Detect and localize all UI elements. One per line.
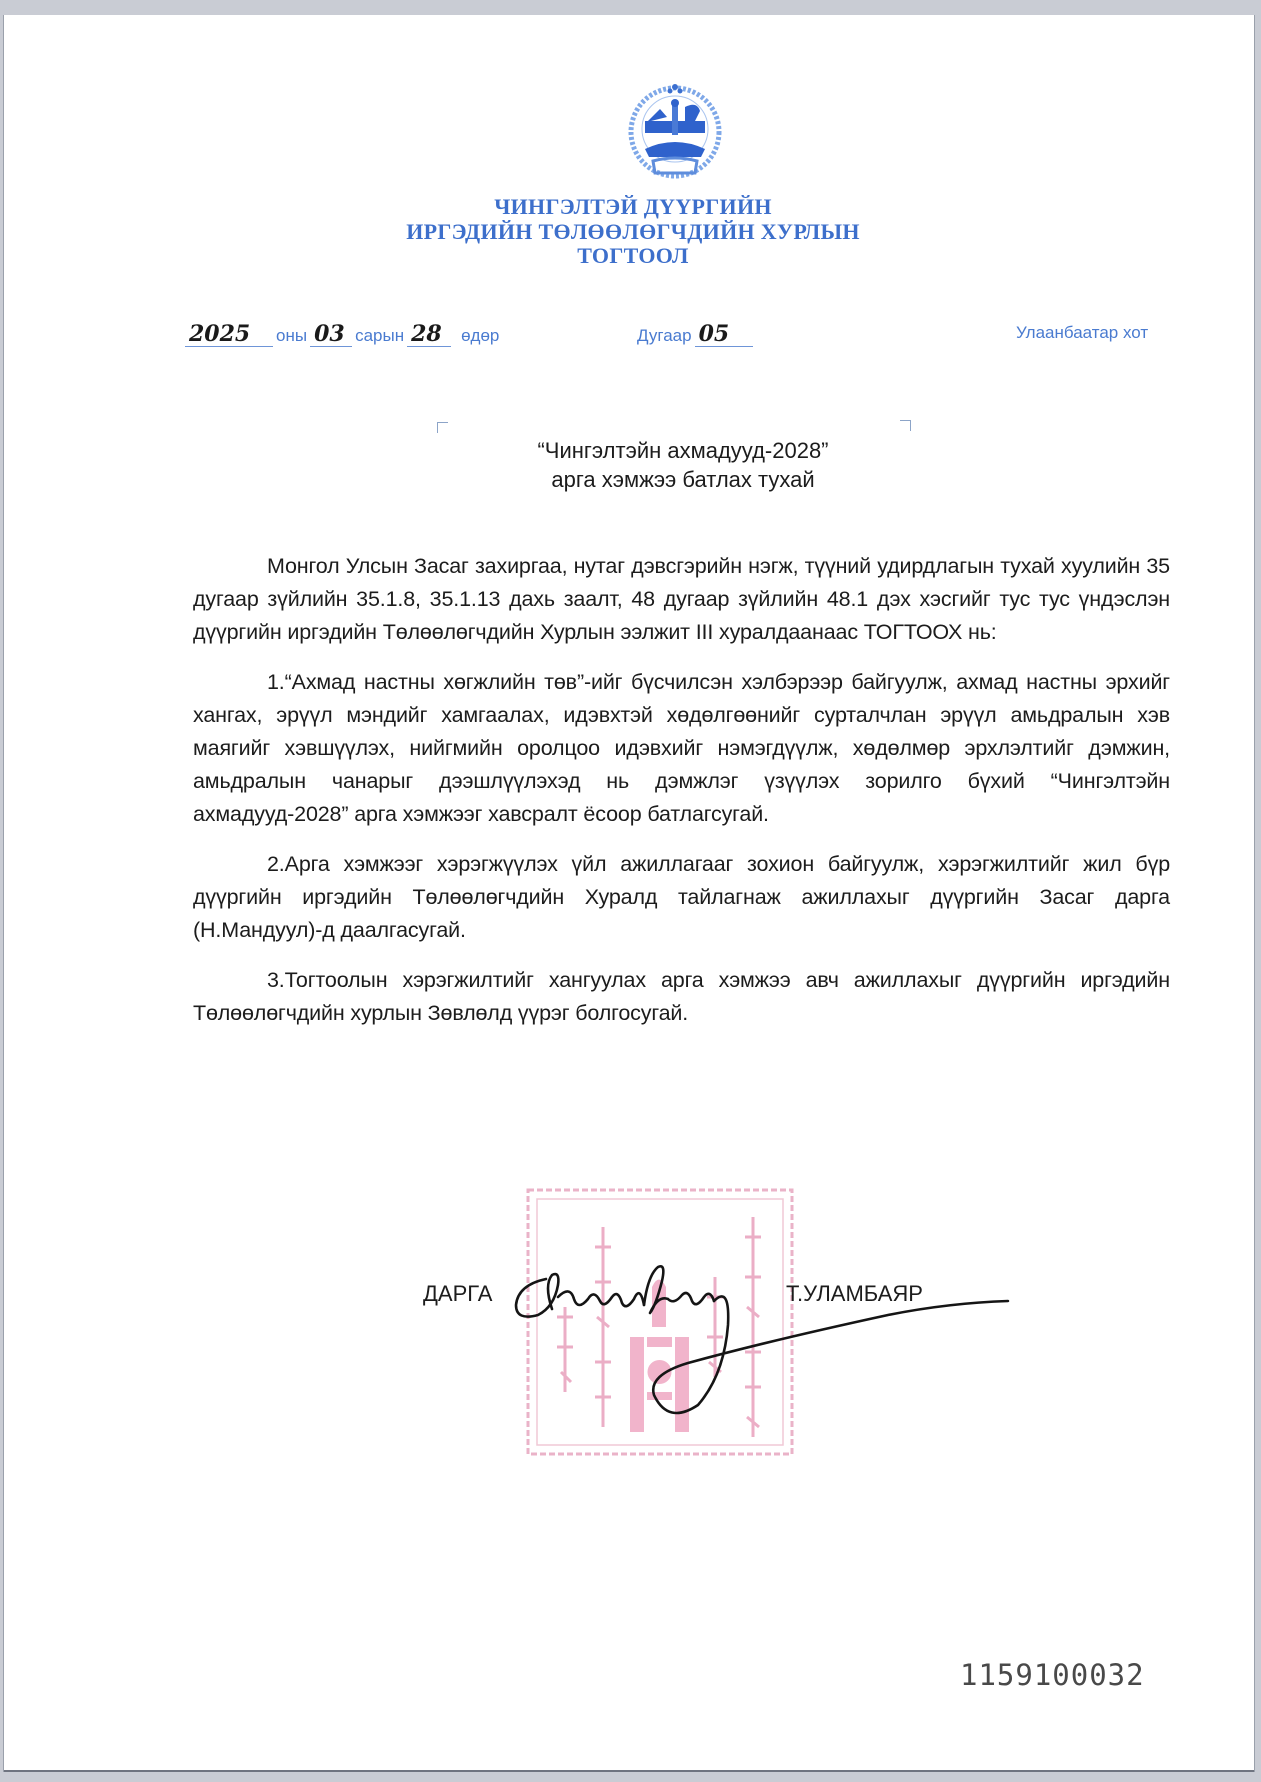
title-line-2: арга хэмжээ батлах тухай bbox=[551, 467, 815, 492]
letterhead-org bbox=[333, 195, 933, 269]
org-line-1: ЧИНГЭЛТЭЙ ДҮҮРГИЙН bbox=[494, 194, 772, 219]
org-line-3: ТОГТООЛ bbox=[577, 243, 689, 268]
signatory-name: Т.УЛАМБАЯР bbox=[786, 1281, 923, 1306]
year-value: 2025 bbox=[185, 322, 273, 347]
number-value: 05 bbox=[695, 322, 753, 347]
day-value: 28 bbox=[407, 322, 451, 347]
title-corner-right bbox=[900, 420, 911, 431]
number-label: Дугаар bbox=[637, 326, 692, 345]
day-label: өдөр bbox=[461, 326, 500, 345]
date-field bbox=[185, 322, 502, 352]
city-label: Улаанбаатар хот bbox=[1016, 323, 1149, 342]
title-line-1: “Чингэлтэйн ахмадууд-2028” bbox=[537, 438, 829, 463]
document-serial-number: 1159100032 bbox=[960, 1658, 1145, 1692]
body-paragraph-2: 2.Арга хэмжээг хэрэгжүүлэх үйл ажиллагааг зохион байгуулж, хэрэгжилтийг жил бүр дүүргийн иргэдийн Төлөөлөгчдийн Хуралд тайлагнаж ажиллахыг дүүргийн Засаг дарга (Н.Мандуул)-д даалгасугай. bbox=[193, 852, 1170, 942]
month-label: сарын bbox=[355, 326, 405, 345]
year-label: оны bbox=[276, 326, 308, 345]
title-corner-left bbox=[437, 422, 448, 433]
city-field bbox=[1013, 322, 1151, 352]
document-page bbox=[3, 15, 1255, 1772]
body-paragraph-preamble: Монгол Улсын Засаг захиргаа, нутаг дэвсгэрийн нэгж, түүний удирдлагын тухай хуулийн 35 дугаар зүйлийн 35.1.8, 35.1.13 дахь заалт, 48 дугаар зүйлийн 48.1 дэх хэсгийг тус тус үндэслэн дүүргийн иргэдийн Төлөөлөгчдийн Хурлын ээлжит III хуралдаанаас ТОГТООХ нь: bbox=[193, 554, 1170, 644]
resolution-title bbox=[383, 436, 983, 494]
resolution-body bbox=[193, 550, 1170, 1047]
org-line-2: ИРГЭДИЙН ТӨЛӨӨЛӨГЧДИЙН ХУРЛЫН bbox=[406, 218, 860, 244]
month-value: 03 bbox=[310, 322, 352, 347]
number-field bbox=[634, 322, 753, 352]
handwritten-signature-icon bbox=[508, 1255, 1018, 1425]
signatory-position: ДАРГА bbox=[423, 1281, 493, 1306]
state-emblem-icon bbox=[625, 77, 725, 187]
body-paragraph-1: 1.“Ахмад настны хөгжлийн төв”-ийг бүсчилсэн хэлбэрээр байгуулж, ахмад настны эрхийг хангах, эрүүл мэндийг хамгаалах, идэвхтэй хөдөлгөөнийг сурталчлан эрүүл амьдралын хэв маягийг хэвшүүлэх, нийгмийн оролцоо идэвхийг нэмэгдүүлж, хөдөлмөр эрхлэлтийг дэмжин, амьдралын чанарыг дээшлүүлэхэд нь дэмжлэг үзүүлэх зорилго бүхий “Чингэлтэйн ахмадууд-2028” арга хэмжээг хавсралт ёсоор батлагсугай. bbox=[193, 670, 1170, 826]
body-paragraph-3: 3.Тогтоолын хэрэгжилтийг хангуулах арга хэмжээ авч ажиллахыг дүүргийн иргэдийн Төлөөлөгчдийн хурлын Зөвлөлд үүрэг болгосугай. bbox=[193, 968, 1170, 1025]
